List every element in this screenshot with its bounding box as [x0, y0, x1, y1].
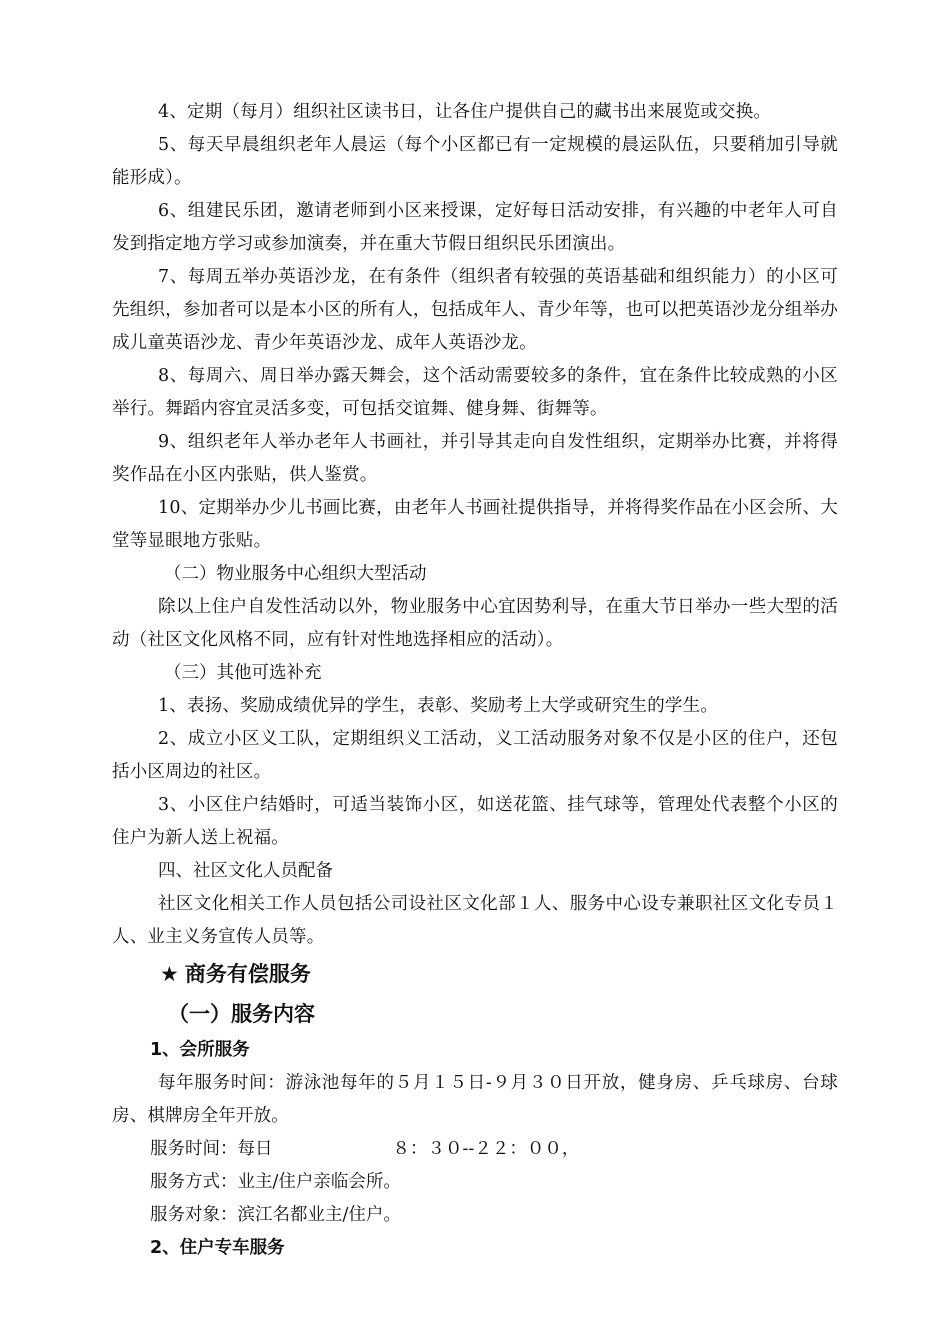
- section-heading: （二）物业服务中心组织大型活动: [164, 564, 427, 584]
- list-item: 3、小区住户结婚时，可适当装饰小区，如送花篮、挂气球等，管理处代表整个小区的住户为新人送上祝福。: [112, 795, 838, 848]
- section-paragraph: 社区文化相关工作人员包括公司设社区文化部１人、服务中心设专兼职社区文化专员１人、业主义务宣传人员等。: [112, 894, 838, 947]
- section-paragraph: 除以上住户自发性活动以外，物业服务中心宜因势利导，在重大节日举办一些大型的活动（社区文化风格不同，应有针对性地选择相应的活动）。: [112, 597, 838, 650]
- item-title: 2、住户专车服务: [150, 1238, 285, 1258]
- chapter-title: [112, 954, 838, 994]
- list-item: 9、组织老年人举办老年人书画社，并引导其走向自发性组织，定期举办比赛，并将得奖作品在小区内张贴，供人鉴赏。: [112, 432, 838, 485]
- service-time-line: [112, 1133, 838, 1166]
- list-item: 1、表扬、奖励成绩优异的学生，表彰、奖励考上大学或研究生的学生。: [158, 696, 719, 716]
- section-heading: 四、社区文化人员配备: [158, 861, 333, 881]
- list-item: 8、每周六、周日举办露天舞会，这个活动需要较多的条件，宜在条件比较成熟的小区举行。舞蹈内容宜灵活多变，可包括交谊舞、健身舞、街舞等。: [112, 366, 838, 419]
- list-item: 4、定期（每月）组织社区读书日，让各住户提供自己的藏书出来展览或交换。: [158, 102, 772, 122]
- list-item: 5、每天早晨组织老年人晨运（每个小区都已有一定规模的晨运队伍，只要稍加引导就能形成）。: [112, 135, 838, 188]
- chapter-subtitle: （一）服务内容: [168, 1002, 315, 1026]
- item-paragraph: 每年服务时间：游泳池每年的５月１５日-９月３０日开放，健身房、乒乓球房、台球房、棋牌房全年开放。: [112, 1073, 838, 1126]
- list-item: 7、每周五举办英语沙龙，在有条件（组织者有较强的英语基础和组织能力）的小区可先组织，参加者可以是本小区的所有人，包括成年人、青少年等，也可以把英语沙龙分组举办成儿童英语沙龙、青少年英语沙龙、成年人英语沙龙。: [112, 267, 838, 353]
- service-time-value: ８：３０--２２：００，: [392, 1139, 580, 1159]
- service-time-label: 服务时间：每日: [150, 1139, 273, 1159]
- chapter-title-text: 商务有偿服务: [184, 962, 311, 986]
- item-title: 1、会所服务: [150, 1040, 250, 1060]
- service-method-line: 服务方式：业主/住户亲临会所。: [150, 1172, 401, 1192]
- list-item: 6、组建民乐团，邀请老师到小区来授课，定好每日活动安排，有兴趣的中老年人可自发到指定地方学习或参加演奏，并在重大节假日组织民乐团演出。: [112, 201, 838, 254]
- list-item: 2、成立小区义工队，定期组织义工活动，义工活动服务对象不仅是小区的住户，还包括小区周边的社区。: [112, 729, 838, 782]
- section-heading: （三）其他可选补充: [164, 663, 322, 683]
- list-item: 10、定期举办少儿书画比赛，由老年人书画社提供指导，并将得奖作品在小区会所、大堂等显眼地方张贴。: [112, 498, 838, 551]
- service-target-line: 服务对象：滨江名都业主/住户。: [150, 1205, 401, 1225]
- star-icon: ★: [160, 962, 179, 986]
